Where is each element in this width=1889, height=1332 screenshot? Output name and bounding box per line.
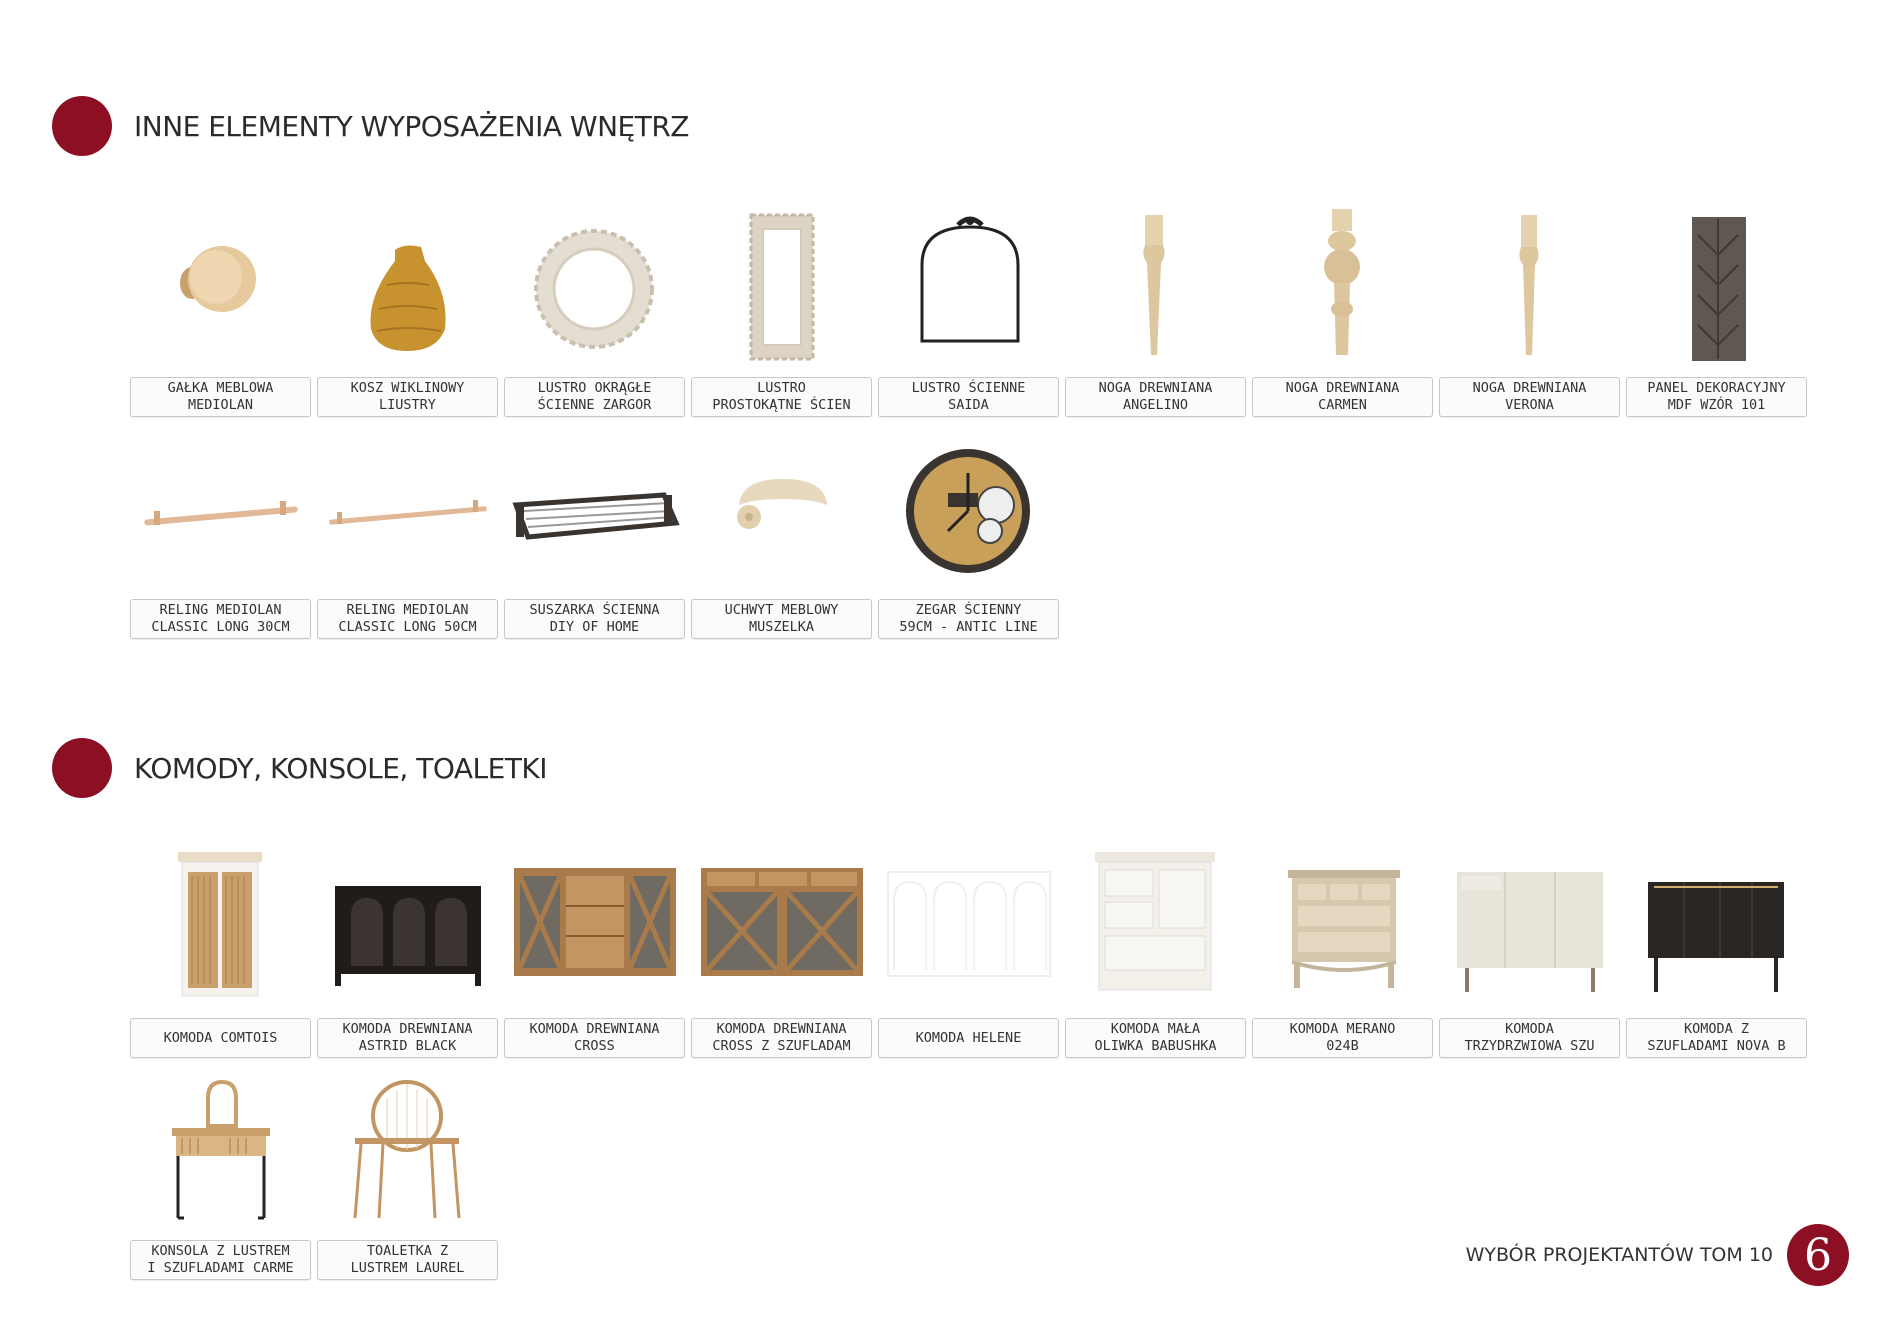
page-footer (1466, 1224, 1849, 1286)
product-label: KOMODA MAŁA OLIWKA BABUSHKA (1065, 1018, 1246, 1058)
product-card[interactable] (878, 427, 1059, 645)
product-label: KOSZ WIKLINOWY LIUSTRY (317, 377, 498, 417)
product-label: KOMODA DREWNIANA ASTRID BLACK (317, 1018, 498, 1058)
wood-leg-icon (1439, 205, 1620, 373)
product-card[interactable] (317, 427, 498, 645)
section-header-dressers (52, 738, 547, 798)
product-card[interactable] (1065, 846, 1246, 1064)
product-card[interactable] (691, 205, 872, 423)
product-label: NOGA DREWNIANA CARMEN (1252, 377, 1433, 417)
product-label: LUSTRO ŚCIENNE SAIDA (878, 377, 1059, 417)
product-label: RELING MEDIOLAN CLASSIC LONG 50CM (317, 599, 498, 639)
product-card[interactable] (317, 205, 498, 423)
section-bullet-icon (52, 96, 112, 156)
rect-mirror-icon (691, 205, 872, 373)
black-sideboard-icon (317, 846, 498, 1014)
product-card[interactable] (130, 427, 311, 645)
page-number: 6 (1787, 1224, 1849, 1286)
basket-icon (317, 205, 498, 373)
product-card[interactable] (504, 846, 685, 1064)
cross-sideboard-icon (504, 846, 685, 1014)
product-card[interactable] (1439, 205, 1620, 423)
section-header-accessories (52, 96, 689, 156)
product-label: KOMODA COMTOIS (130, 1018, 311, 1058)
arch-mirror-icon (878, 205, 1059, 373)
wardrobe-icon (130, 846, 311, 1014)
product-label: UCHWYT MEBLOWY MUSZELKA (691, 599, 872, 639)
footer-title: WYBÓR PROJEKTANTÓW TOM 10 (1465, 1244, 1773, 1266)
product-label: ZEGAR ŚCIENNY 59CM - ANTIC LINE (878, 599, 1059, 639)
product-label: KOMODA MERANO 024B (1252, 1018, 1433, 1058)
section-title: KOMODY, KONSOLE, TOALETKI (134, 751, 548, 785)
cross-sideboard-drawers-icon (691, 846, 872, 1014)
cream-sideboard-icon (1439, 846, 1620, 1014)
turned-leg-icon (1252, 205, 1433, 373)
product-label: KOMODA TRZYDRZWIOWA SZU (1439, 1018, 1620, 1058)
product-card[interactable] (691, 427, 872, 645)
clock-icon (878, 427, 1059, 595)
vanity-round-icon (317, 1068, 498, 1236)
product-label: TOALETKA Z LUSTREM LAUREL (317, 1240, 498, 1280)
white-arch-sideboard-icon (878, 846, 1059, 1014)
product-card[interactable] (1065, 205, 1246, 423)
round-mirror-icon (504, 205, 685, 373)
wood-leg-icon (1065, 205, 1246, 373)
product-card[interactable] (130, 846, 311, 1064)
vanity-console-icon (130, 1068, 311, 1236)
product-row (130, 427, 1810, 645)
product-card[interactable] (1252, 205, 1433, 423)
rail-icon (130, 427, 311, 595)
product-label: KOMODA DREWNIANA CROSS Z SZUFLADAM (691, 1018, 872, 1058)
product-card[interactable] (504, 427, 685, 645)
product-label: RELING MEDIOLAN CLASSIC LONG 30CM (130, 599, 311, 639)
product-card[interactable] (878, 205, 1059, 423)
product-card[interactable] (1252, 846, 1433, 1064)
product-label: LUSTRO OKRĄGŁE ŚCIENNE ZARGOR (504, 377, 685, 417)
product-label: KONSOLA Z LUSTREM I SZUFLADAMI CARME (130, 1240, 311, 1280)
product-label: KOMODA HELENE (878, 1018, 1059, 1058)
product-card[interactable] (130, 1068, 311, 1286)
product-label: NOGA DREWNIANA ANGELINO (1065, 377, 1246, 417)
knob-icon (130, 205, 311, 373)
product-label: PANEL DEKORACYJNY MDF WZÓR 101 (1626, 377, 1807, 417)
product-label: SUSZARKA ŚCIENNA DIY OF HOME (504, 599, 685, 639)
product-card[interactable] (317, 1068, 498, 1286)
product-card[interactable] (130, 205, 311, 423)
product-card[interactable] (1439, 846, 1620, 1064)
white-dresser-icon (1065, 846, 1246, 1014)
dryer-icon (504, 427, 685, 595)
rail-icon (317, 427, 498, 595)
panel-icon (1626, 205, 1807, 373)
product-row (130, 846, 1810, 1064)
dark-sideboard-icon (1626, 846, 1807, 1014)
product-label: GAŁKA MEBLOWA MEDIOLAN (130, 377, 311, 417)
product-card[interactable] (1626, 846, 1807, 1064)
product-label: LUSTRO PROSTOKĄTNE ŚCIEN (691, 377, 872, 417)
shell-handle-icon (691, 427, 872, 595)
product-card[interactable] (691, 846, 872, 1064)
product-label: KOMODA DREWNIANA CROSS (504, 1018, 685, 1058)
product-card[interactable] (878, 846, 1059, 1064)
section-bullet-icon (52, 738, 112, 798)
product-card[interactable] (317, 846, 498, 1064)
product-label: NOGA DREWNIANA VERONA (1439, 377, 1620, 417)
section-title: INNE ELEMENTY WYPOSAŻENIA WNĘTRZ (134, 109, 689, 143)
product-row (130, 205, 1810, 423)
classic-dresser-icon (1252, 846, 1433, 1014)
product-card[interactable] (1626, 205, 1807, 423)
product-grid-accessories (130, 205, 1810, 649)
product-card[interactable] (504, 205, 685, 423)
product-label: KOMODA Z SZUFLADAMI NOVA B (1626, 1018, 1807, 1058)
